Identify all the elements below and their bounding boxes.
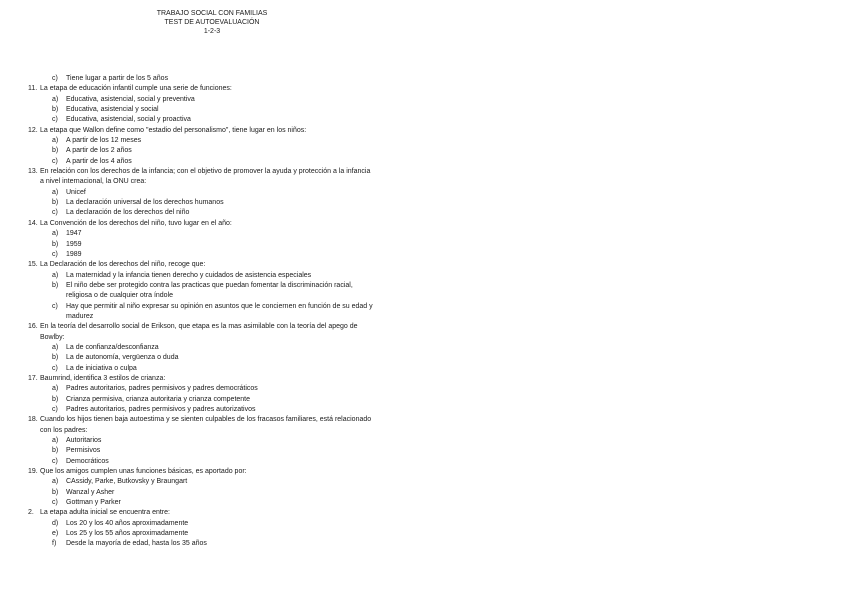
question-line <box>28 322 428 332</box>
answer-option <box>28 488 428 498</box>
option-letter: b) <box>52 447 59 455</box>
question-number: 2. <box>28 509 34 517</box>
option-letter: b) <box>52 354 59 362</box>
answer-option <box>28 364 428 374</box>
question-number: 19. <box>28 468 38 476</box>
document-title: TRABAJO SOCIAL CON FAMILIAS <box>156 10 268 17</box>
answer-option <box>28 95 428 105</box>
option-text: Autoritarios <box>66 437 102 445</box>
option-letter: a) <box>52 478 59 486</box>
question-text-continued: Bowlby: <box>40 333 65 341</box>
option-text: CAssidy, Parke, Butkovsky y Braungart <box>66 478 188 486</box>
option-letter: a) <box>52 271 59 279</box>
option-letter: a) <box>52 188 59 196</box>
question-line <box>28 415 428 425</box>
option-letter: b) <box>52 147 59 155</box>
answer-option <box>28 405 428 415</box>
answer-option <box>28 281 428 291</box>
question-block <box>28 260 428 322</box>
question-number: 18. <box>28 416 38 424</box>
question-number: 15. <box>28 261 38 269</box>
option-letter: c) <box>52 157 58 165</box>
option-text: Gottman y Parker <box>66 499 121 507</box>
question-number: 17. <box>28 374 38 382</box>
answer-option <box>28 115 428 125</box>
question-block <box>28 219 428 260</box>
option-text: A partir de los 12 meses <box>66 137 142 145</box>
question-number: 16. <box>28 323 38 331</box>
question-block <box>28 167 428 219</box>
option-letter: c) <box>52 406 58 413</box>
option-text: 1959 <box>66 240 82 248</box>
answer-option <box>28 539 428 549</box>
question-number: 13. <box>28 168 38 176</box>
option-letter: b) <box>52 199 59 207</box>
question-text: La etapa de educación infantil cumple una serie de funciones: <box>40 85 232 93</box>
option-text: La declaración universal de los derechos humanos <box>66 199 224 207</box>
option-text: Padres autoritarios, padres permisivos y padres autorizativos <box>66 406 256 413</box>
question-text-continued: a nivel internacional, la ONU crea: <box>40 178 147 186</box>
option-text: La de confianza/desconfianza <box>66 343 159 351</box>
option-letter: a) <box>52 137 59 145</box>
answer-option <box>28 198 428 208</box>
answer-option <box>28 446 428 456</box>
option-text: La de iniciativa o culpa <box>66 364 137 372</box>
question-text: Baumrind, identifica 3 estilos de crianza: <box>40 374 166 382</box>
option-letter: b) <box>52 106 59 114</box>
option-letter: f) <box>52 540 57 548</box>
option-text: La de autonomía, vergüenza o duda <box>66 354 179 362</box>
question-text: En la teoría del desarrollo social de Erikson, que etapa es la mas asimilable con la teoría del apego de <box>40 323 358 331</box>
question-line <box>28 126 428 136</box>
answer-option <box>28 436 428 446</box>
answer-option <box>28 146 428 156</box>
question-text: La Convención de los derechos del niño, tuvo lugar en el año: <box>40 219 232 227</box>
answer-option <box>28 519 428 529</box>
question-number: 12. <box>28 126 38 134</box>
option-text: Hay que permitir al niño expresar su opinión en asuntos que le conciernen en función de su edad y <box>66 302 373 310</box>
option-letter: a) <box>52 230 59 238</box>
answer-option <box>28 302 428 312</box>
question-line <box>28 84 428 94</box>
question-text: Cuando los hijos tienen baja autoestima y se sienten culpables de los fracasos familiares, está relacionado <box>40 416 372 424</box>
option-text: El niño debe ser protegido contra las practicas que puedan fomentar la discriminación racial, <box>66 281 353 289</box>
answer-option <box>28 105 428 115</box>
option-text: 1947 <box>66 230 82 238</box>
question-block <box>28 415 428 467</box>
answer-option <box>28 384 428 394</box>
answer-option <box>28 240 428 250</box>
option-letter: b) <box>52 240 59 248</box>
answer-option <box>28 395 428 405</box>
question-line <box>28 508 428 518</box>
option-text: Padres autoritarios, padres permisivos y padres democráticos <box>66 385 258 393</box>
question-number: 14. <box>28 219 38 227</box>
answer-option <box>28 188 428 198</box>
answer-option <box>28 136 428 146</box>
question-list <box>28 74 428 550</box>
option-text-continued: madurez <box>66 312 94 320</box>
option-text: A partir de los 2 años <box>66 147 132 155</box>
option-letter: c) <box>52 499 58 507</box>
question-number: 11. <box>28 85 38 93</box>
option-text: Crianza permisiva, crianza autoritaria y crianza competente <box>66 395 251 403</box>
answer-option <box>28 208 428 218</box>
option-text: Unicef <box>66 188 86 196</box>
option-letter: c) <box>52 457 58 465</box>
question-line <box>28 260 428 270</box>
option-letter: d) <box>52 519 59 527</box>
question-block <box>28 126 428 167</box>
question-block <box>28 508 428 549</box>
option-text: Permisivos <box>66 447 101 455</box>
question-text-continued: con los padres: <box>40 426 88 434</box>
document-subtitle: TEST DE AUTOEVALUACIÓN <box>164 19 260 26</box>
question-text: La Declaración de los derechos del niño, recoge que: <box>40 261 206 269</box>
chapter-range: 1-2-3 <box>203 28 221 35</box>
option-text: Los 25 y los 55 años aproximadamente <box>66 530 189 538</box>
answer-option <box>28 74 428 84</box>
option-letter: c) <box>52 75 58 82</box>
answer-option <box>28 157 428 167</box>
question-block <box>28 322 428 374</box>
question-block <box>28 374 428 415</box>
answer-option <box>28 477 428 487</box>
question-block <box>28 84 428 125</box>
option-letter: c) <box>52 302 58 310</box>
option-text: Desde la mayoría de edad, hasta los 35 años <box>66 540 207 548</box>
option-text: Democráticos <box>66 457 109 465</box>
option-letter: c) <box>52 250 58 258</box>
document-header <box>0 9 424 36</box>
question-line <box>28 219 428 229</box>
question-text: En relación con los derechos de la infancia; con el objetivo de promover la ayuda y protección a la infancia <box>40 168 371 176</box>
option-text: A partir de los 4 años <box>66 157 132 165</box>
answer-option <box>28 529 428 539</box>
answer-option <box>28 229 428 239</box>
question-text: La etapa adulta inicial se encuentra entre: <box>40 509 170 517</box>
answer-option <box>28 457 428 467</box>
question-line <box>28 167 428 177</box>
option-text: La declaración de los derechos del niño <box>66 209 190 217</box>
option-letter: a) <box>52 95 59 103</box>
option-text-continued: religiosa o de cualquier otra índole <box>66 292 174 300</box>
option-text: La maternidad y la infancia tienen derecho y cuidados de asistencia especiales <box>66 271 312 279</box>
option-letter: c) <box>52 116 58 124</box>
option-letter: c) <box>52 209 58 217</box>
option-text: Los 20 y los 40 años aproximadamente <box>66 519 189 527</box>
answer-option <box>28 353 428 363</box>
question-text: La etapa que Wallon define como "estadio del personalismo", tiene lugar en los niños: <box>40 126 307 134</box>
option-letter: b) <box>52 488 59 496</box>
answer-option <box>28 250 428 260</box>
option-text: Tiene lugar a partir de los 5 años <box>66 75 169 82</box>
question-line <box>28 467 428 477</box>
question-text: Que los amigos cumplen unas funciones básicas, es aportado por: <box>40 468 247 476</box>
option-letter: a) <box>52 343 59 351</box>
questions-container <box>28 84 428 549</box>
option-text: Educativa, asistencial y social <box>66 106 159 114</box>
answer-option <box>28 498 428 508</box>
option-text: Educativa, asistencial, social y proactiva <box>66 116 191 124</box>
question-block <box>28 467 428 508</box>
option-letter: b) <box>52 281 59 289</box>
answer-option <box>28 343 428 353</box>
option-letter: b) <box>52 395 59 403</box>
option-text: 1989 <box>66 250 82 258</box>
option-letter: c) <box>52 364 58 372</box>
question-line <box>28 374 428 384</box>
option-letter: a) <box>52 385 59 393</box>
option-text: Wanzal y Asher <box>66 488 115 496</box>
option-letter: e) <box>52 530 59 538</box>
answer-option <box>28 271 428 281</box>
option-letter: a) <box>52 437 59 445</box>
option-text: Educativa, asistencial, social y preventiva <box>66 95 195 103</box>
